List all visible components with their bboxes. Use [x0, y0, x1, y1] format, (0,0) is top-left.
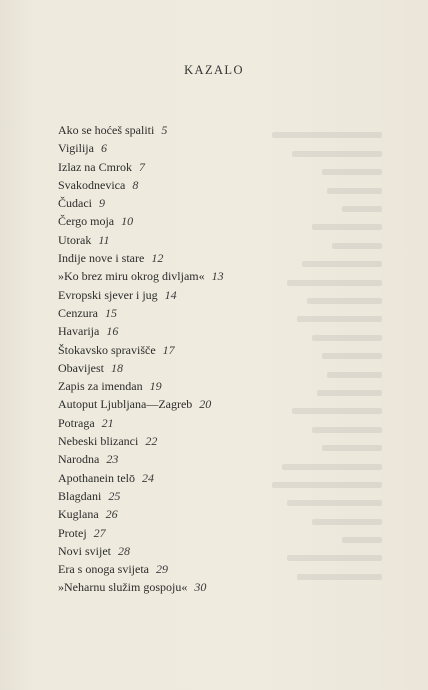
toc-entry-title: Cenzura [58, 305, 98, 320]
page-title: KAZALO [184, 63, 244, 77]
toc-entry-title: Nebeski blizanci [58, 434, 139, 449]
toc-entry-title: Novi svijet [58, 543, 111, 558]
toc-entry-title: Havarija [58, 324, 100, 339]
toc-entry [58, 432, 388, 450]
toc-entry [58, 524, 388, 542]
toc-entry-page-number: 10 [121, 214, 134, 229]
toc-entry-title: Protej [58, 525, 87, 540]
toc-entry-title: Zapis za imendan [58, 379, 143, 394]
toc-entry-page-number: 26 [105, 507, 118, 522]
toc-entry-page-number: 25 [108, 488, 121, 503]
toc-entry-page-number: 17 [162, 342, 175, 357]
toc-entry-title: »Ko brez miru okrog divljam« [58, 269, 205, 284]
toc-entry-title: Apothanein telō [58, 470, 135, 485]
toc-entry-page-number: 6 [100, 141, 107, 156]
toc-entry-page-number: 21 [101, 415, 114, 430]
toc-entry [58, 560, 388, 578]
toc-entry-title: Čergo moja [58, 214, 115, 229]
toc-entry [58, 139, 388, 157]
toc-entry-page-number: 15 [104, 305, 117, 320]
toc-entry-page-number: 5 [161, 123, 168, 137]
toc-entry-title: Evropski sjever i jug [58, 287, 158, 302]
toc-entry-page-number: 13 [211, 269, 224, 284]
toc-entry-title: »Neharnu služim gospoju« [58, 580, 188, 595]
toc-entry-title: Indije nove i stare [58, 251, 145, 266]
toc-entry-title: Utorak [58, 232, 92, 247]
toc-entry-title: Svakodnevica [58, 177, 126, 192]
toc-entry-title: Štokavsko spravišče [58, 342, 156, 357]
toc-entry-page-number: 12 [151, 251, 164, 266]
toc-entry-title: Vigilija [58, 141, 94, 156]
toc-entry-page-number: 22 [145, 434, 158, 449]
toc-entry-page-number: 30 [194, 580, 207, 595]
toc-entry-page-number: 7 [138, 159, 145, 174]
toc-entry-title: Narodna [58, 452, 100, 467]
toc-entry-page-number: 28 [118, 543, 130, 558]
toc-entry-page-number: 29 [155, 562, 168, 577]
toc-entry [58, 231, 388, 249]
toc-entry [58, 304, 388, 322]
toc-entry [58, 158, 388, 176]
toc-entry [58, 414, 388, 432]
toc-entry-page-number: 18 [111, 360, 123, 375]
toc-entry-title: Čudaci [58, 196, 92, 211]
table-of-contents [58, 121, 388, 597]
toc-entry-page-number: 24 [141, 470, 154, 485]
toc-entry-page-number: 11 [98, 232, 110, 247]
toc-entry-page-number: 19 [149, 379, 162, 394]
toc-entry [58, 469, 388, 487]
toc-entry-page-number: 23 [106, 452, 119, 467]
toc-entry [58, 395, 388, 413]
toc-entry [58, 487, 388, 505]
toc-entry [58, 212, 388, 230]
toc-entry [58, 249, 388, 267]
toc-entry [58, 359, 388, 377]
toc-entry-title: Obavijest [58, 360, 104, 375]
toc-entry [58, 322, 388, 340]
toc-entry-page-number: 16 [106, 324, 119, 339]
toc-entry-page-number: 27 [93, 525, 106, 540]
toc-entry-title: Era s onoga svijeta [58, 562, 149, 577]
toc-entry-title: Potraga [58, 415, 95, 430]
toc-entry [58, 176, 388, 194]
toc-entry-title: Ako se hoćeš spaliti [58, 123, 155, 137]
toc-entry-page-number: 20 [199, 397, 212, 412]
toc-entry [58, 505, 388, 523]
toc-entry [58, 450, 388, 468]
toc-entry-page-number: 14 [164, 287, 177, 302]
toc-entry [58, 542, 388, 560]
toc-entry [58, 286, 388, 304]
toc-entry [58, 267, 388, 285]
toc-entry [58, 341, 388, 359]
toc-entry-title: Autoput Ljubljana—Zagreb [58, 397, 193, 412]
toc-entry [58, 121, 388, 139]
toc-entry-page-number: 8 [132, 177, 139, 192]
toc-entry [58, 377, 388, 395]
toc-entry-title: Blagdani [58, 488, 102, 503]
toc-entry-page-number: 9 [99, 196, 105, 211]
toc-entry-title: Kuglana [58, 507, 99, 522]
toc-entry-title: Izlaz na Cmrok [58, 159, 132, 174]
toc-entry [58, 578, 388, 596]
toc-entry [58, 194, 388, 212]
